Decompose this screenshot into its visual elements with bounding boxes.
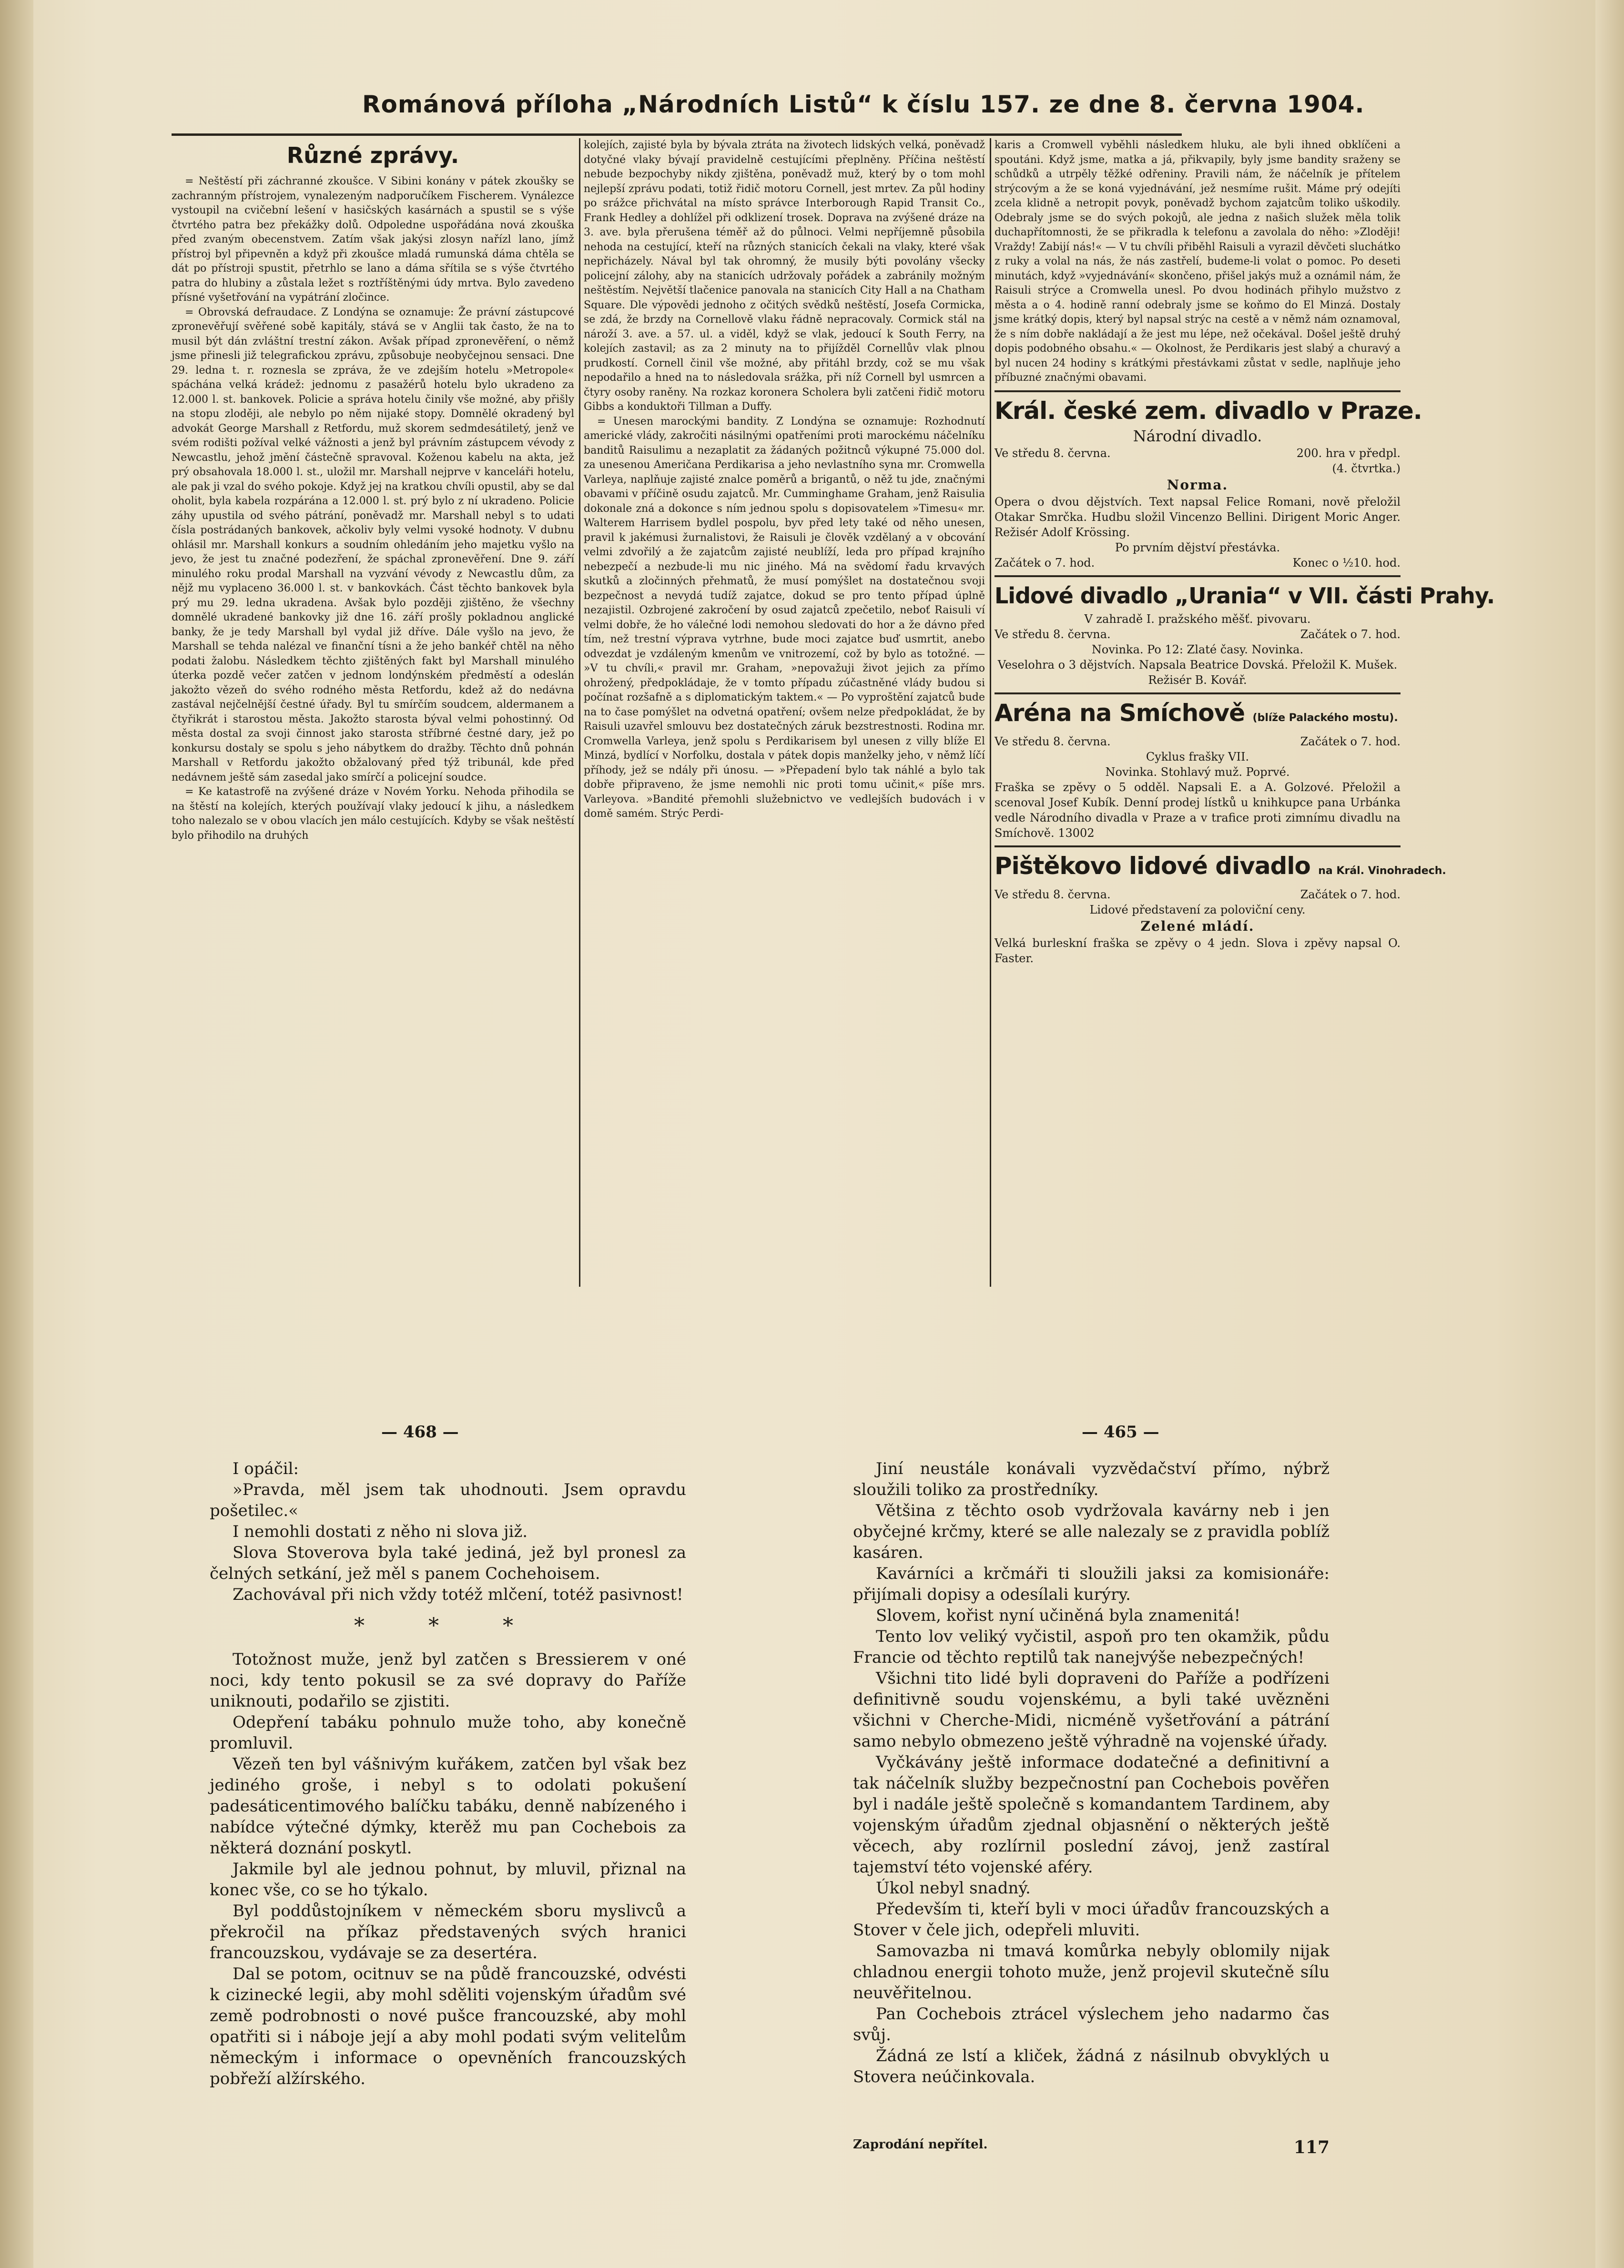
theater-name: Pištěkovo lidové divadlo: [995, 852, 1310, 880]
theater-start: Začátek o 7. hod.: [1300, 887, 1401, 901]
page-footer: [853, 2137, 1330, 2157]
novel-paragraph: Totožnost muže, jenž byl zatčen s Bressierem v oné noci, kdy tento pokusil se za své dopravy do Paříže uniknouti, podařilo se zjistiti.: [210, 1650, 686, 1711]
theater-end: Konec o ½10. hod.: [1292, 556, 1401, 570]
novel-paragraph: Vyčkávány ještě informace dodatečné a definitivní a tak náčelník služby bezpečnostní pan Cochebois pověřen byl i nadále ještě společně s komandantem Tardinem, aby vojenským úřadům zjednal objasnění o některých ještě věcech, aby rozlírnil poslední závoj, jenž zastíral tajemství této vojenské aféry.: [853, 1753, 1330, 1877]
theater-performance-note: Lidové představení za poloviční ceny.: [1089, 903, 1306, 916]
theater-description: Fraška se zpěvy o 5 odděl. Napsali E. a A. Golzové. Přeložil a scenoval Josef Kubík. Denní prodej lístků u knihkupce pana Urbánka vedle Národního divadla v Praze a v trafice proti zimnímu divadlu na Smíchově. 13002: [995, 780, 1401, 840]
theater-intermission: Po prvním dějství přestávka.: [1115, 540, 1280, 554]
novel-paragraph: Jakmile byl ale jednou pohnut, by mluvil, přiznal na konec vše, co se ho týkalo.: [210, 1860, 686, 1900]
page-number-right: — 465 —: [1082, 1423, 1159, 1442]
theater-play: Novinka. Stohlavý muž. Poprvé.: [1105, 765, 1290, 779]
article-defraudation: = Obrovská defraudace. Z Londýna se oznamuje: Že právní zástupcové zpronevěřují svěřené sobě kapitály, stává se v Anglii tak často, že na to musil být dán zvláštní trestní zákon. Avšak případ zpronevěření, o němž jsme přinesli již telegrafickou zprávu, způsobuje neobyčejnou sensaci. Dne 29. ledna t. r. roznesla se zpráva, že ve zdejším hotelu »Metropole« spáchána velká krádež: jednomu z pasažérů hotelu bylo ukradeno za 12.000 l. st. bankovek. Policie a správa hotelu činily vše možné, aby přišly na stopu zloději, ale nebylo po něm nijaké stopy. Domnělé okradený byl advokát George Marshall z Retfordu, muž skorem sedmdesátiletý, jenž ve svém rodišti požíval velké vážnosti a jenž byl právním zástupcem vévody z Newcastlu, jehož jmění částečně spravoval. Koženou kabelu na akta, jež prý obsahovala 18.000 l. st., uložil mr. Marshall nejprve v kanceláři hotelu, ale pak ji vzal do svého pokoje. Když jej na kratkou chvíli opustil, aby se dal oholit, byla kabela rozpárána a 12.000 l. st. prý bylo z ní ukradeno. Policie záhy upustila od svého pátrání, poněvadž mr. Marshall nebyl s to udati čísla postrádaných bankovek, ačkoliv byly velmi vysoké hodnoty. V dubnu ohlásil mr. Marshall konkurs a soudním ohledáním jeho majetku vyšlo na jevo, že jest tu značné podezření, že spáchal zpronevěření. Dne 9. září minulého roku prodal Marshall na vyzvání vévody z Newcastlu dům, za nějž mu vyplaceno 36.000 l. st. v bankovkách. Část těchto bankovek byla prý mu 29. ledna ukradena. Avšak bylo později zjištěno, že všechny domnělé ukradené bankovky již dne 16. září prošly pokladnou anglické banky, že je tedy Marshall byl vydal již dříve. Dále vyšlo na jevo, že Marshall se tehda nalézal ve finanční tísni a že jeho bankéř chtěl na něho podati žalobu. Následkem těchto zjištěných fakt byl Marshall minulého úterka pozdě večer zatčen v jednom londýnském předměstí a odeslán jakožto vězeň do svého rodného města Retfordu, kdež až do nedávna zastával nejčelnější čestné úřady. Byl tu smírčím soudcem, aldermanem a čtyřikrát i starostou města. Jakožto starosta býval velmi pohostinný. Od města dostal za svoji činnost jako starosta stříbrné čestné dary, jež po konkursu dostaly se spolu s jeho nábytkem do dražby. Těchto dnů pohnán Marshall v Retfordu jakožto obžalovaný před týž tribunál, kde před nedávnem ještě sám zasedal jako smírčí a policejní soudce.: [172, 306, 574, 783]
theater-start: Začátek o 7. hod.: [1300, 734, 1401, 748]
novel-paragraph: Odepření tabáku pohnulo muže toho, aby konečně promluvil.: [210, 1713, 686, 1753]
article-railway-continued: kolejích, zajisté byla by bývala ztráta na životech lidských velká, poněvadž dotyčné vlaky bývají pravidelně cestujícími přeplněny. Příčina neštěstí nebude bezpochyby nikdy zjištěna, poněvadž muž, který by o tom mohl nejlepší zprávu podati, totiž řidič motoru Cornell, jest mrtev. Za půl hodiny po srážce přichvátal na místo správce Interborough Rapid Transit Co., Frank Hedley a dohlížel při odklizení trosek. Doprava na zvýšené dráze na 3. ave. byla přerušena téměř až do půlnoci. Velmi nepříjemně působila nehoda na cestující, kteří na různých stanicích čekali na vlaky, které však nepřicházely. Nával byl tak ohromný, že musily býti povolány všecky policejní zálohy, aby na stanicích udržovaly pořádek a zabránily možným neštěstím. Největší tlačenice panovala na stanicích City Hall a na Chatham Square. Dle výpovědi jednoho z očitých svědků neštěstí, Josefa Cormicka, se zdá, že brzdy na Cornellově vlaku řádně nepracovaly. Cormick stál na nároží 3. ave. a 57. ul. a viděl, když se vlak, jedoucí k South Ferry, na kolejích zastavil; as za 2 minuty na to přijížděl Cornellův vlak plnou prudkostí. Cornell činil vše možné, aby přitáhl brzdy, což se mu však nepodařilo a hned na to následovala srážka, při níž Cornell byl usmrcen a čtyry osoby raněny. Na rozkaz koronera Scholera byli zatčeni řidič motoru Gibbs a konduktoři Tillman a Duffy.: [584, 139, 985, 413]
novel-paragraph: Většina z těchto osob vydržovala kavárny neb i jen obyčejné krčmy, které se alle nalezaly se z pravidla poblíž kasáren.: [853, 1501, 1330, 1562]
article-bandits-continued: karis a Cromwell vyběhli následkem hluku, ale byli ihned obklíčeni a spoutáni. Když jsme, matka a já, přikvapily, byly jsme bandity sraženy se schůdků a utrpěly těžké odřeniny. Pravili nám, že náčelník je přítelem strýcovým a že se koná vyjednávání, jež nesmíme rušit. Máme prý odejíti zcela klidně a netropit povyk, poněvadž bychom zajatcům toliko uškodily. Odebraly jsme se do svých pokojů, ale jedna z našich služek měla tolik duchapřítomnosti, že se přikradla k telefonu a zavolala do něho: »Zloději! Vraždy! Zabijí nás!« — V tu chvíli přiběhl Raisuli a vyrazil děvčeti sluchátko z ruky a volal na nás, že nás zastřelí, budeme-li volat o pomoc. Po deseti minutách, když »vyjednávání« skončeno, přišel jakýs muž a oznámil nám, že Raisuli strýce a Cromwella unesl. Po dvou hodinách přihylo mužstvo z města a o 4. hodině ranní odebraly jsme se koňmo do El Minzá. Dostaly jsme krátký dopis, který byl napsal strýc na cestě a v němž nám oznamoval, že s ním dobře nakládají a že jest mu lépe, než očekával. Došel ještě druhý dopis podobného obsahu.« — Okolnost, že Perdikaris jest slabý a churavý a byl nucen 24 hodiny s krátkými přestávkami zůstat v sedle, naplňuje jeho příbuzné značnými obavami.: [995, 139, 1401, 384]
section-heading: Různé zprávy.: [286, 142, 459, 168]
footer-title: Zaprodání nepřítel.: [853, 2137, 988, 2152]
novel-paragraph: Samovazba ni tmavá komůrka nebyly oblomily nijak chladnou energii tohoto muže, jenž projevil skutečně sílu neuvěřitelnou.: [853, 1942, 1330, 2003]
novel-paragraph: Žádná ze lstí a kliček, žádná z násilnub obvyklých u Stovera neúčinkovala.: [853, 2046, 1330, 2086]
column-2: [584, 138, 985, 1292]
theater-description: Velká burleskní fraška se zpěvy o 4 jedn. Slova i zpěvy napsal O. Faster.: [995, 936, 1401, 965]
column-1: [172, 138, 574, 1292]
theater-arena-smichov: [995, 692, 1401, 841]
section-break-stars: * * *: [354, 1614, 542, 1638]
novel-paragraph: Zachovával při nich vždy totéž mlčení, totéž pasivnost!: [233, 1585, 683, 1604]
theater-date: Ve středu 8. června.: [995, 627, 1111, 641]
masthead: Románová příloha „Národních Listů“ k číslu 157. ze dne 8. června 1904.: [362, 91, 1365, 118]
novel-paragraph: Pan Cochebois ztrácel výslechem jeho nadarmo čas svůj.: [853, 2004, 1330, 2044]
novel-paragraph: »Pravda, měl jsem tak uhodnouti. Jsem opravdu pošetilec.«: [210, 1480, 686, 1520]
novel-paragraph: I nemohli dostati z něho ni slova již.: [233, 1522, 528, 1541]
novel-paragraph: Vězeň ten byl vášnivým kuřákem, zatčen byl však bez jediného groše, i nebyl s to odolati pokušení padesáticentimového balíčku tabáku, denně nabízeného i nabídce výtečné dýmky, kterěž mu pan Cochebois za některá doznání poskytl.: [210, 1755, 686, 1858]
article-railway-catastrophe: = Ke katastrofě na zvýšené dráze v Novém Yorku. Nehoda přihodila se na štěstí na kolejích, kterých používají vlaky jedoucí k jihu, a následkem toho nalezalo se v obou vlacích jen málo cestujících. Kdyby se však neštěstí bylo přihodilo na druhých: [172, 786, 574, 842]
novel-paragraph: Dal se potom, ocitnuv se na půdě francouzské, odvésti k cizinecké legii, aby mohl sděliti vojenským úřadům své země podrobnosti o nové pušce francouzské, aby mohl opatřiti si i náboje její a aby mohl podati svým velitelům německým i informace o opevněních francouzských pobřeží alžírského.: [210, 1964, 686, 2088]
theater-subtitle: Národní divadlo.: [1133, 427, 1262, 445]
novel-right-column: [853, 1458, 1330, 2130]
novel-paragraph: Byl poddůstojníkem v německém sboru myslivců a překročil na příkaz představených svých hranici francouzskou, vydávaje se za desertéra.: [210, 1902, 686, 1963]
column-3: [995, 138, 1495, 1292]
novel-paragraph: Slova Stoverova byla také jediná, jež byl pronesl za čelných setkání, jež měl s panem Cochehoisem.: [210, 1543, 686, 1583]
theater-date: Ve středu 8. června.: [995, 734, 1111, 748]
novel-paragraph: Slovem, kořist nyní učiněná byla znamenitá!: [876, 1606, 1241, 1625]
article-moroccan-bandits: = Unesen marockými bandity. Z Londýna se oznamuje: Rozhodnutí americké vlády, zakročiti násilnými opatřeními proti marockému náčelníku banditů Raisulimu a nezaplatit za žádaných požitnců výkupné 75.000 dol. za unesenou Američana Perdikarisa a jeho nevlastního syna mr. Cromwella Varleya, naplňuje zajisté znalce poměrů a brigantů, o něž tu jde, značnými obavami v příčině osudu zajatců. Mr. Cumminghame Graham, jenž Raisulia dokonale zná a dokonce s ním jednou spolu s dopisovatelem »Timesu« mr. Walterem Harrisem bydlel pospolu, byv před lety také od něho unesen, pravil k jakémusi žurnalistovi, že Raisuli je člověk vzdělaný a v obcování velmi zdvořilý a že zajatcům zajisté neublíží, leda pro případ krajního nebezpečí a nezbude-li mu nic jiného. Má na svědomí řadu krvavých skutků a zločinných přehmatů, že musí pomýšlet na dostatečnou svoji bezpečnost a nevydá tudíž zajatce, dokud se pro tento případ úplně nezajistil. Ozbrojené zakročení by osud zajatců zpečetilo, neboť Raisuli ví velmi dobře, že ho válečné lodi nemohou sledovati do hor a že dávno před tím, než trestní výprava vytrhne, bude moci zajatce buď usmrtit, anebo odvezdat je vzdáleným kmenům ve vnitrozemí, což by bylo as totožné. — »V tu chvíli,« pravil mr. Graham, »nepovažuji život jejich za přímo ohrožený, předpokládaje, že v tomto případu zúčastněné vlády budou si počínat rozšafně a s diplomatickým taktem.« — Po vyproštění zajatců bude na to čase pomýšlet na odvetná opatření; ovšem nelze předpokládat, že by Raisuli uzavřel smlouvu bez dostatečných záruk bezstrestnosti. Rodina mr. Cromwella Varleya, jenž spolu s Perdikarisem byl unesen z villy blíže El Minzá, bydlící v Norfolku, dostala v pátek dopis manželky jeho, v němž líčí příhody, jež se ndály při únosu. — »Přepadení bylo tak náhlé a bylo tak dobře připraveno, že jsme nemohli nic proti tomu učinit,« píše mrs. Varleyova. »Bandité přemohli služebnictvo ve vedlejších budovách i v domě samém. Strýc Perdi-: [584, 415, 985, 820]
theater-urania: [995, 575, 1495, 688]
theater-name: Lidové divadlo „Urania“ v VII. části Prahy.: [995, 582, 1495, 609]
theater-subtitle: V zahradě I. pražského měšť. pivovaru.: [1084, 612, 1311, 626]
theater-date: Ve středu 8. června.: [995, 446, 1111, 460]
masthead-rule: [172, 133, 1182, 136]
theater-play: Novinka. Po 12: Zlaté časy. Novinka.: [1091, 642, 1304, 656]
novel-paragraph: Všichni tito lidé byli dopraveni do Paříže a podřízeni definitivně soudu vojenskému, a byli také uvězněni všichni v Cherche-Midi, nicméně vyšetřování a pátrání samo nebylo obmezeno ještě výhradně na vojenské úřady.: [853, 1669, 1330, 1751]
novel-paragraph: Úkol nebyl snadný.: [876, 1879, 1031, 1898]
page-edge: [1595, 0, 1624, 2268]
binding-spine: [0, 0, 33, 2268]
theater-description: Opera o dvou dějstvích. Text napsal Felice Romani, nově přeložil Otakar Smrčka. Hudbu složil Vincenzo Bellini. Dirigent Moric Anger. Režisér Adolf Krössing.: [995, 495, 1401, 539]
page-number-left: — 468 —: [381, 1423, 459, 1442]
theater-subscription: 200. hra v předpl.: [1296, 446, 1401, 460]
theater-location-note: na Král. Vinohradech.: [1318, 864, 1446, 877]
theater-name: Aréna na Smíchově: [995, 699, 1245, 727]
footer-page-number: 117: [1293, 2137, 1330, 2157]
theater-location-note: (blíže Palackého mostu).: [1252, 712, 1398, 724]
novel-paragraph: I opáčil:: [233, 1459, 299, 1478]
column-divider-2: [990, 138, 991, 1287]
theater-description: Veselohra o 3 dějstvích. Napsala Beatrice Dovská. Přeložil K. Mušek. Režisér B. Kovář.: [997, 658, 1398, 687]
theater-pistek: [995, 845, 1446, 966]
article-rescue-test: = Neštěstí při záchranné zkoušce. V Sibini konány v pátek zkoušky se zachranným přístrojem, vynalezeným nadporučíkem Fischerem. Vynálezce vystoupil na cvičební lešení v hasičských kasárnách a spustil se s výše čtvrtého patra bez překážky dolů. Odpoledne uspořádána nová zkouška před zvaným obecenstvem. Zatím však jakýsi zlosyn nařízl lano, jímž přístroj byl připevněn a když při zkoušce mladá rumunská dáma chtěla se dát po přístroji spustit, přetrhlo se lano a dáma sřítila se s výše čtvrtého patra do hlubiny a zůstala ležet s roztříštěnými údy mrtva. Bylo zavedeno přísné vyšetřování na vypátrání zločince.: [172, 175, 574, 304]
theater-national: [995, 390, 1422, 570]
theater-play: Zelené mládí.: [1140, 918, 1255, 934]
novel-paragraph: Tento lov veliký vyčistil, aspoň pro ten okamžik, půdu Francie od těchto reptilů tak nanejvýše nebezpečných!: [853, 1627, 1330, 1667]
theater-name: Král. české zem. divadlo v Praze.: [995, 397, 1422, 425]
theater-cycle: Cyklus frašky VII.: [1146, 750, 1249, 763]
novel-left-column: [210, 1458, 686, 2126]
column-divider-1: [579, 138, 580, 1287]
novel-paragraph: Kavárníci a krčmáři ti sloužili jaksi za komisionáře: přijímali dopisy a odesílali kurýry.: [853, 1564, 1330, 1604]
theater-play: Norma.: [1167, 477, 1228, 493]
theater-date: Ve středu 8. června.: [995, 887, 1111, 901]
novel-paragraph: Především ti, kteří byli v moci úřadův francouzských a Stover v čele jich, odepřeli mluviti.: [853, 1900, 1330, 1940]
novel-paragraph: Jiní neustále konávali vyzvědačství přímo, nýbrž sloužili toliko za prostředníky.: [853, 1459, 1330, 1499]
theater-quarter: (4. čtvrtka.): [1332, 461, 1401, 475]
theater-start: Začátek o 7. hod.: [1300, 627, 1401, 641]
theater-start: Začátek o 7. hod.: [995, 556, 1095, 570]
